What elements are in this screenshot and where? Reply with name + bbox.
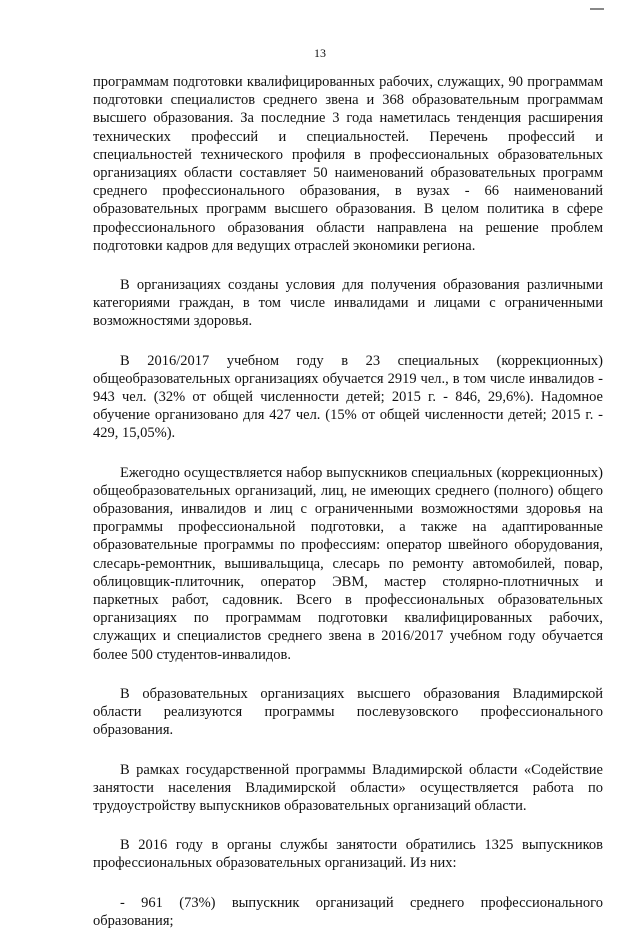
paragraph-annual-enrollment: Ежегодно осуществляется набор выпускников специальных (коррекционных) общеобразовательных организаций, лиц, не имеющих среднего (полного) общего образования, инвалидов и лиц с ограниченными возможностями здоровья на программы профессиональной подготовки, а также на адаптированные образовательные программы по профессиям: оператор швейного оборудования, слесарь-ремонтник, вышивальщица, слесарь по ремонту автомобилей, повар, облицовщик-плиточник, оператор ЭВМ, мастер столярно-плотничных и паркетных работ, садовник. Всего в профессиональных образовательных организациях по программам подготовки квалифицированных рабочих, служащих и специалистов среднего звена в 2016/2017 учебном году обучается более 500 студентов-инвалидов.	[93, 464, 603, 663]
paragraph-employment-service: В 2016 году в органы службы занятости обратились 1325 выпускников профессиональных образовательных организаций. Из них:	[93, 837, 603, 872]
page-number: 13	[314, 46, 326, 60]
document-body	[93, 73, 603, 951]
paragraph-state-program: В рамках государственной программы Владимирской области «Содействие занятости населения Владимирской области» осуществляется работа по трудоустройству выпускников образовательных организаций области.	[93, 761, 603, 814]
paragraph-conditions: В организациях созданы условия для получения образования различными категориями граждан, в том числе инвалидами и лицами с ограниченными возможностями здоровья.	[93, 277, 603, 330]
paragraph-higher-education: В образовательных организациях высшего образования Владимирской области реализуются программы послевузовского профессионального образования.	[93, 685, 603, 739]
scan-corner-mark	[590, 8, 604, 10]
list-item-graduates: - 961 (73%) выпускник организаций среднего профессионального образования;	[93, 894, 603, 929]
paragraph-special-schools: В 2016/2017 учебном году в 23 специальных (коррекционных) общеобразовательных организациях обучается 2919 чел., в том числе инвалидов - 943 чел. (32% от общей численности детей; 2015 г. - 846, 29,6%). Надомное обучение организовано для 427 чел. (15% от общей численности детей; 2015 г. - 429, 15,05%).	[93, 352, 603, 442]
paragraph-continuation: программам подготовки квалифицированных рабочих, служащих, 90 программам подготовки специалистов среднего звена и 368 образовательным программам высшего образования. За последние 3 года наметилась тенденция расширения технических профессий и специальностей. Перечень профессий и специальностей технического профиля в профессиональных образовательных организациях области составляет 50 наименований образовательных программ среднего профессионального образования, в вузах - 66 наименований образовательных программ высшего образования. В целом политика в сфере профессионального образования области направлена на решение проблем подготовки кадров для ведущих отраслей экономики региона.	[93, 74, 603, 254]
